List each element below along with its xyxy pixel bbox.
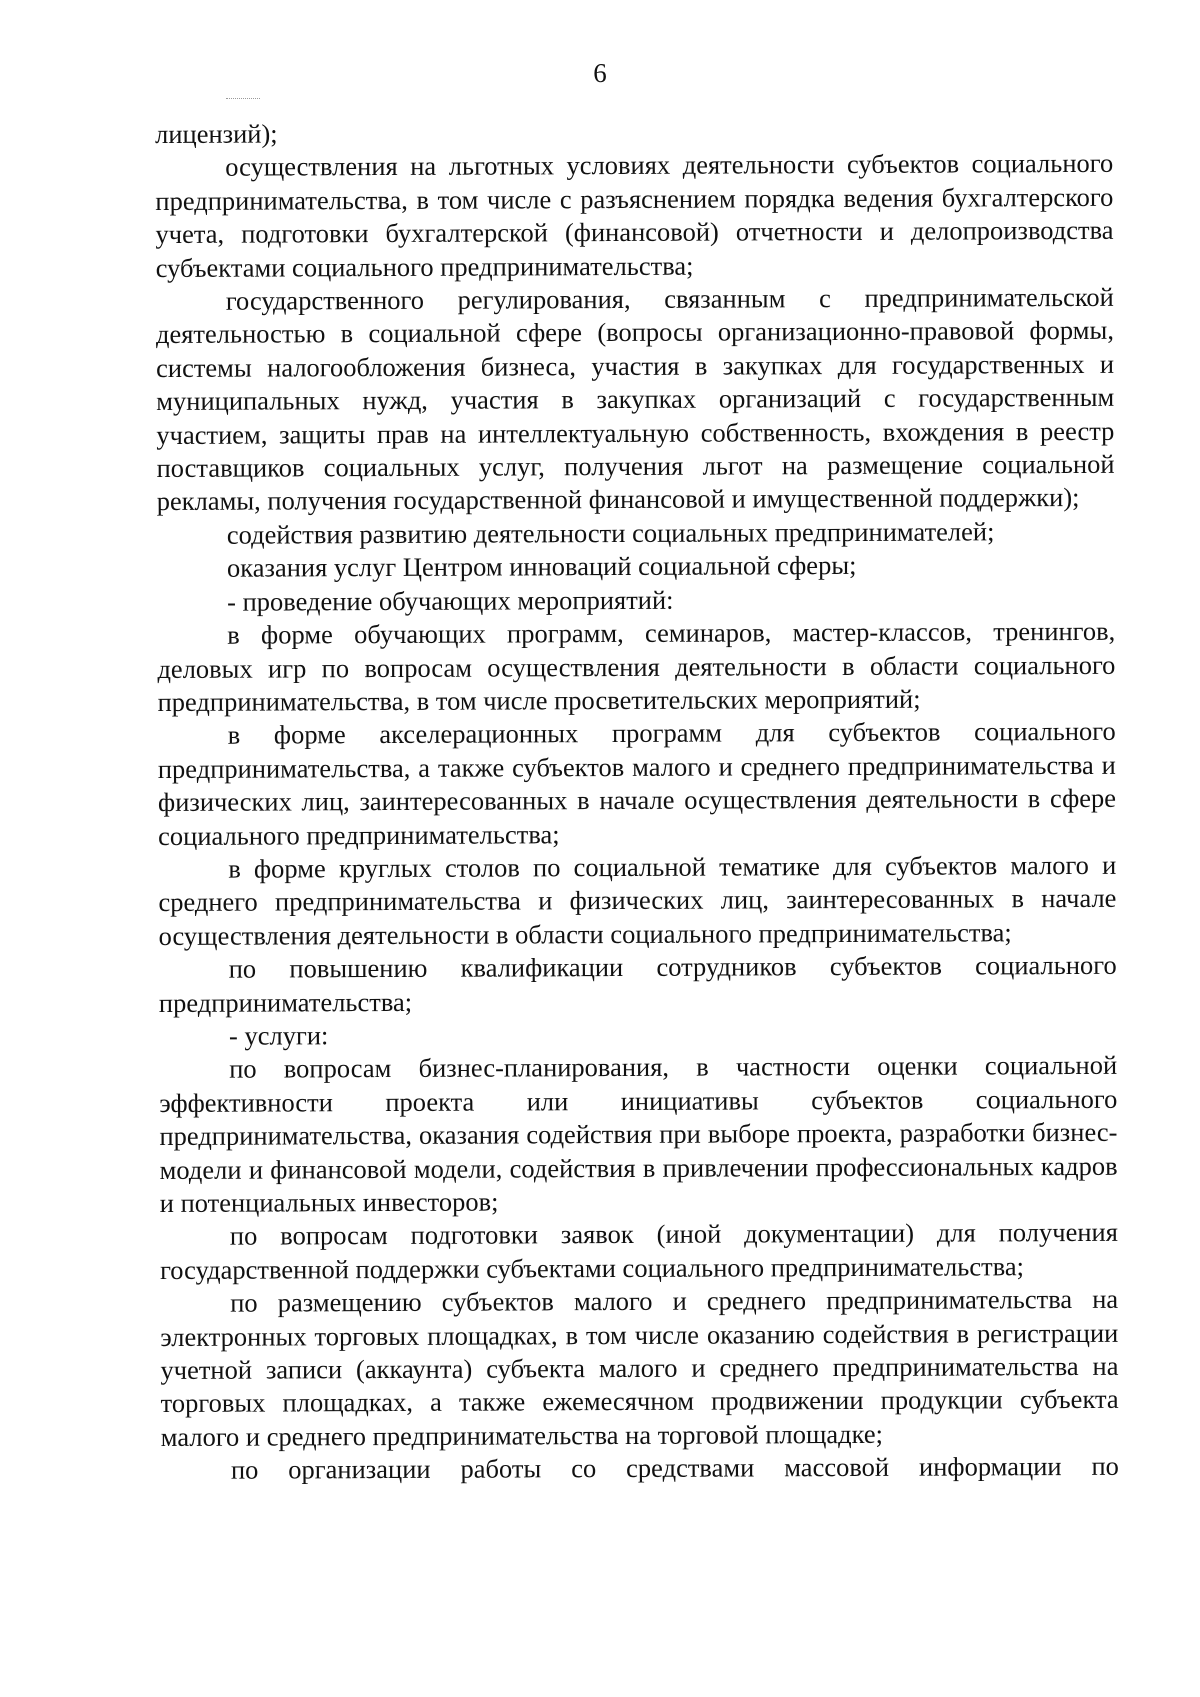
paragraph-business-planning: по вопросам бизнес-планирования, в частности оценки социальной эффективности проекта или инициативы субъектов социального предпринимательства, оказания содействия при выборе проекта, разработки бизнес-модели и финансовой модели, содействия в привлечении профессиональных кадров и потенциальных инвесторов; [159,1050,1118,1218]
document-body [155,114,1119,1488]
paragraph-preferential-conditions: осуществления на льготных условиях деятельности субъектов социального предпринимательства, в том числе с разъяснением порядка ведения бухгалтерского учета, подготовки бухгалтерской (финансовой) отчетности и делопроизводства субъектами социального предпринимательства; [155,148,1114,283]
paragraph-training-events-heading: - проведение обучающих мероприятий: [227,584,674,617]
page-number: 6 [593,58,607,88]
paragraph-applications: по вопросам подготовки заявок (иной документации) для получения государственной поддержки субъектами социального предпринимательства; [159,1217,1118,1285]
paragraph-services-heading: - услуги: [228,1020,329,1051]
paragraph-media-work: по организации работы со средствами массовой информации по [230,1451,1119,1485]
paragraph-round-tables: в форме круглых столов по социальной тематике для субъектов малого и среднего предпринимательства и физических лиц, заинтересованных в начале осуществления деятельности в области социального предпринимательства; [158,849,1117,951]
scan-artifact [226,98,260,101]
paragraph-entrepreneur-development: содействия развитию деятельности социальных предпринимателей; [226,516,995,550]
paragraph-acceleration-programs: в форме акселерационных программ для субъектов социального предпринимательства, а также субъектов малого и среднего предпринимательства и физических лиц, заинтересованных в начале осуществления деятельности в сфере социального предпринимательства; [157,716,1117,851]
paragraph-trading-platforms: по размещению субъектов малого и среднего предпринимательства на электронных торговых площадках, в том числе оказанию содействия в регистрации учетной записи (аккаунта) субъекта малого и среднего предпринимательства на торговых площадках, а также ежемесячном продвижении продукции субъекта малого и среднего предпринимательства на торговой площадке; [160,1284,1119,1452]
paragraph-innovation-center: оказания услуг Центром инноваций социальной сферы; [226,550,857,583]
paragraph-continuation: лицензий); [155,118,278,149]
paragraph-qualification: по повышению квалификации сотрудников субъектов социального предпринимательства; [158,949,1117,1018]
paragraph-training-programs: в форме обучающих программ, семинаров, мастер-классов, тренингов, деловых игр по вопросам осуществления деятельности в области социального предпринимательства, в том числе просветительских мероприятий; [157,615,1116,717]
paragraph-state-regulation: государственного регулирования, связанным с предпринимательской деятельностью в социальной сфере (вопросы организационно-правовой формы, системы налогообложения бизнеса, участия в закупках для государственных и муниципальных нужд, участия в закупках организаций с государственным участием, защиты прав на интеллектуальную собственность, вхождения в реестр поставщиков социальных услуг, получения льгот на размещение социальной рекламы, получения государственной финансовой и имущественной поддержки); [155,281,1115,517]
